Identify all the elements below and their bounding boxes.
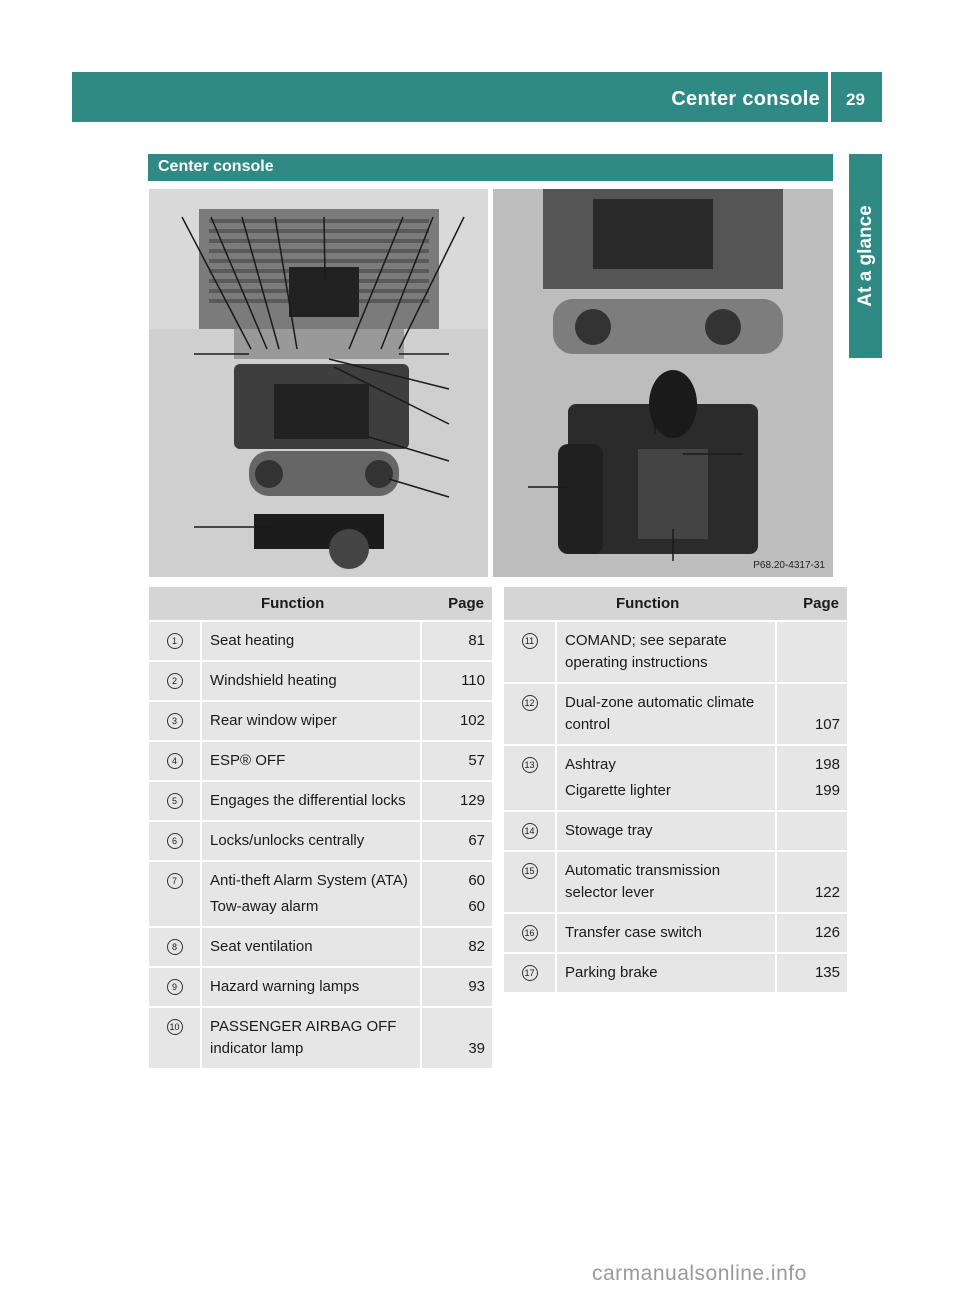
function-cell [201, 967, 421, 1007]
page-ref[interactable]: 110 [461, 672, 485, 689]
function-cell [556, 851, 776, 913]
function-text: Windshield heating [210, 672, 337, 689]
page-cell [421, 781, 492, 821]
function-cell [201, 1007, 421, 1069]
function-text: Seat ventilation [210, 938, 313, 955]
table-row [504, 745, 847, 811]
table-row [149, 621, 492, 661]
function-cell [201, 661, 421, 701]
table-row [149, 1007, 492, 1069]
table-row [149, 741, 492, 781]
page-ref[interactable]: 135 [814, 964, 840, 981]
function-cell [201, 821, 421, 861]
function-cell [556, 913, 776, 953]
callout-number: 10 [167, 1019, 183, 1035]
callout-number: 5 [167, 793, 183, 809]
page-ref[interactable] [777, 630, 840, 674]
header-function: Function [556, 587, 776, 621]
header-page: Page [776, 587, 847, 621]
function-cell [556, 953, 776, 993]
item-number [504, 851, 556, 913]
callout-number: 3 [167, 713, 183, 729]
page-ref[interactable]: 93 [468, 978, 485, 995]
table-row [149, 661, 492, 701]
item-number [504, 621, 556, 683]
callout-number: 4 [167, 753, 183, 769]
header-num [149, 587, 201, 621]
table-row [504, 913, 847, 953]
function-text: Anti-theft Alarm System (ATA) [210, 872, 408, 889]
watermark[interactable]: carmanualsonline.info [592, 1262, 807, 1285]
page-cell [421, 927, 492, 967]
page-cell [776, 851, 847, 913]
page-cell [421, 701, 492, 741]
table-row [149, 781, 492, 821]
item-number [149, 1007, 201, 1069]
function-text: Hazard warning lamps [210, 978, 360, 995]
table-header-row [149, 587, 492, 621]
table-row [149, 927, 492, 967]
function-cell [201, 781, 421, 821]
function-text: ESP® OFF [210, 752, 286, 769]
function-text: Tow-away alarm [210, 898, 319, 915]
callout-number: 7 [167, 873, 183, 889]
function-cell [201, 701, 421, 741]
table-row [149, 967, 492, 1007]
item-number [504, 811, 556, 851]
function-text: Cigarette lighter [565, 782, 671, 799]
callout-number: 11 [522, 633, 538, 649]
page-ref[interactable]: 198 [814, 756, 840, 773]
function-text: PASSENGER AIRBAG OFF indicator lamp [210, 1018, 397, 1057]
function-cell [556, 621, 776, 683]
callout-number: 6 [167, 833, 183, 849]
function-text: Dual-zone automatic climate control [565, 694, 755, 733]
page-cell [776, 745, 847, 811]
page-cell [776, 811, 847, 851]
callout-number: 8 [167, 939, 183, 955]
page-ref[interactable]: 199 [814, 782, 840, 799]
callout-number: 9 [167, 979, 183, 995]
function-table-right [504, 587, 847, 994]
function-cell [201, 861, 421, 927]
page-ref[interactable]: 107 [814, 716, 840, 733]
page-cell [421, 821, 492, 861]
item-number [149, 781, 201, 821]
function-text: Stowage tray [565, 822, 653, 839]
function-text: Engages the differential locks [210, 792, 406, 809]
callout-number: 12 [522, 695, 538, 711]
page-cell [776, 683, 847, 745]
callout-number: 2 [167, 673, 183, 689]
callout-number: 14 [522, 823, 538, 839]
item-number [149, 927, 201, 967]
table-row [149, 701, 492, 741]
page-cell [421, 661, 492, 701]
callout-number: 17 [522, 965, 538, 981]
page-ref[interactable]: 129 [459, 792, 485, 809]
function-cell [556, 811, 776, 851]
item-number [504, 745, 556, 811]
item-number [504, 913, 556, 953]
callout-number: 15 [522, 863, 538, 879]
item-number [149, 621, 201, 661]
callout-number: 16 [522, 925, 538, 941]
table-row [504, 953, 847, 993]
shifter-photo [493, 189, 833, 577]
section-title: Center console [158, 158, 274, 175]
item-number [149, 661, 201, 701]
item-number [149, 821, 201, 861]
callout-number: 1 [167, 633, 183, 649]
table-row [149, 821, 492, 861]
page-ref[interactable]: 60 [468, 872, 485, 889]
side-tab-label: At a glance [855, 205, 876, 307]
table-row [504, 621, 847, 683]
page-cell [421, 861, 492, 927]
function-text: Ashtray [565, 756, 616, 773]
function-text: Locks/unlocks centrally [210, 832, 365, 849]
page-ref[interactable]: 39 [468, 1040, 485, 1057]
table-row [504, 683, 847, 745]
function-text: COMAND; see separate operating instructions [565, 632, 727, 671]
page-title: Center console [671, 88, 820, 110]
page-cell [421, 741, 492, 781]
function-text: Transfer case switch [565, 924, 702, 941]
header-separator [828, 72, 831, 122]
function-cell [201, 927, 421, 967]
callout-number: 13 [522, 757, 538, 773]
page-ref[interactable] [777, 820, 840, 842]
page-ref[interactable]: 60 [468, 898, 485, 915]
item-number [149, 741, 201, 781]
function-text: Seat heating [210, 632, 295, 649]
table-row [504, 811, 847, 851]
page-ref[interactable]: 126 [814, 924, 840, 941]
page-ref[interactable]: 82 [468, 938, 485, 955]
page-ref[interactable]: 81 [468, 632, 485, 649]
page-number: 29 [846, 90, 865, 109]
page-cell [421, 621, 492, 661]
header-num [504, 587, 556, 621]
function-text: Parking brake [565, 964, 658, 981]
table-header-row [504, 587, 847, 621]
function-cell [556, 683, 776, 745]
function-text: Rear window wiper [210, 712, 337, 729]
page-cell [776, 913, 847, 953]
page-cell [776, 621, 847, 683]
page-ref[interactable]: 67 [468, 832, 485, 849]
table-row [504, 851, 847, 913]
item-number [149, 701, 201, 741]
item-number [149, 967, 201, 1007]
page-cell [421, 1007, 492, 1069]
item-number [504, 683, 556, 745]
dashboard-photo [149, 189, 488, 577]
page-cell [421, 967, 492, 1007]
page-ref[interactable]: 57 [468, 752, 485, 769]
item-number [504, 953, 556, 993]
header-page: Page [421, 587, 492, 621]
function-table-left [149, 587, 492, 1070]
function-text: Automatic transmission selector lever [565, 862, 721, 901]
item-number [149, 861, 201, 927]
header-function: Function [201, 587, 421, 621]
function-cell [556, 745, 776, 811]
function-cell [201, 621, 421, 661]
table-row [149, 861, 492, 927]
page-ref[interactable]: 122 [814, 884, 840, 901]
function-cell [201, 741, 421, 781]
page-cell [776, 953, 847, 993]
figure-code: P68.20-4317-31 [753, 560, 825, 571]
page-ref[interactable]: 102 [459, 712, 485, 729]
